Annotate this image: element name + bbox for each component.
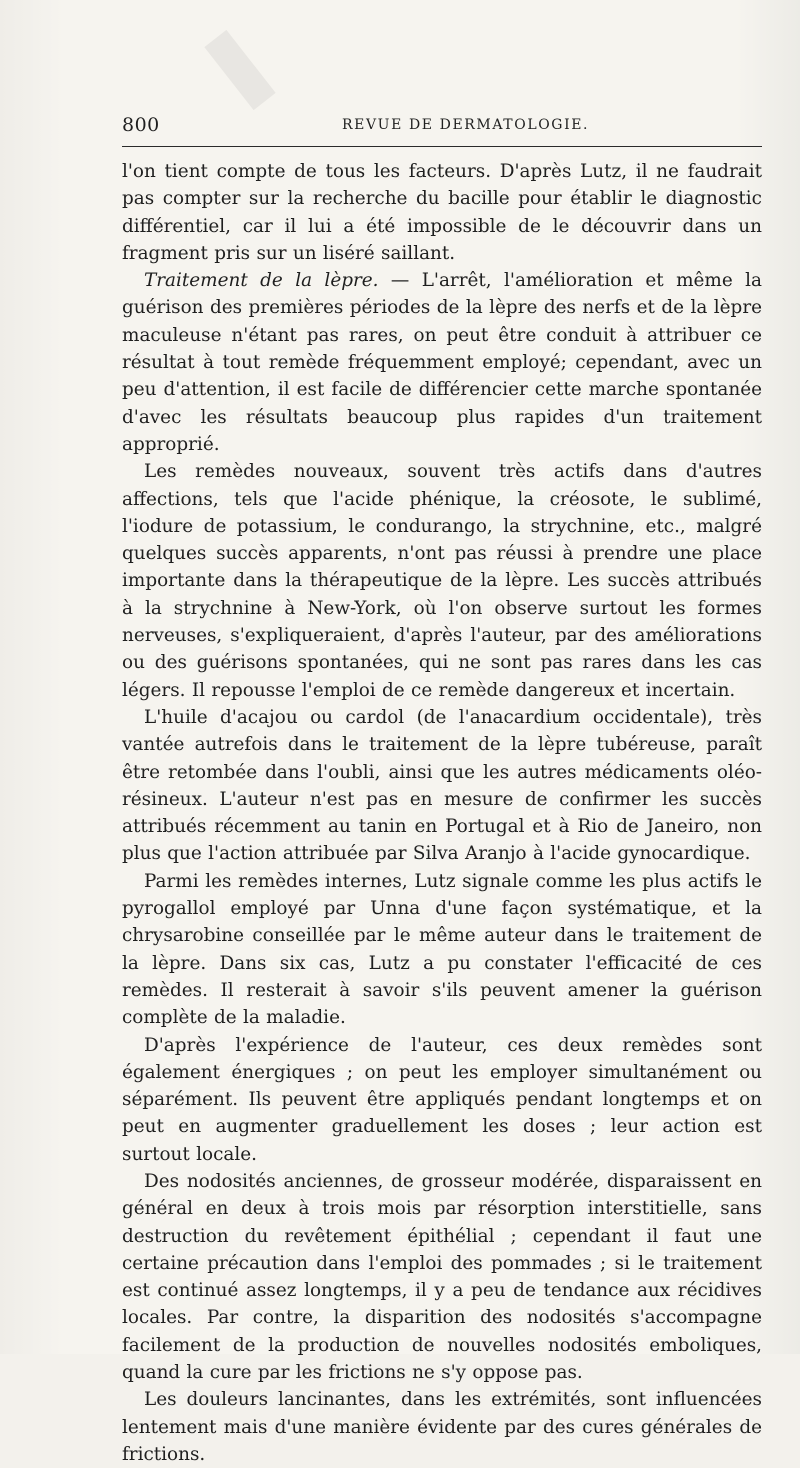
article-body <box>122 158 762 1468</box>
paragraph: Les remèdes nouveaux, souvent très actifs dans d'autres affections, tels que l'acide phénique, la créosote, le sublimé, l'iodure de potassium, le condurango, la strychnine, etc., malgré quelques succès apparents, n'ont pas réussi à prendre une place importante dans la thérapeutique de la lèpre. Les succès attribués à la strychnine à New-York, où l'on observe surtout les formes nerveuses, s'expliqueraient, d'après l'auteur, par des améliorations ou des guérisons spontanées, qui ne sont pas rares dans les cas légers. Il repousse l'emploi de ce remède dangereux et incertain. <box>122 461 762 701</box>
running-title: REVUE DE DERMATOLOGIE. <box>342 117 590 133</box>
page-number: 800 <box>122 114 160 136</box>
section-heading: Traitement de la lèpre. <box>144 270 379 292</box>
paragraph: l'on tient compte de tous les facteurs. D'après Lutz, il ne faudrait pas compter sur la recherche du bacille pour établir le diagnostic différentiel, car il lui a été impossible de le découvrir dans un fragment pris sur un liséré saillant. <box>122 161 762 264</box>
paragraph: L'huile d'acajou ou cardol (de l'anacardium occidentale), très vantée autrefois dans le traitement de la lèpre tubéreuse, paraît être retombée dans l'oubli, ainsi que les autres médicaments oléo-résineux. L'auteur n'est pas en mesure de confirmer les succès attribués récemment au tanin en Portugal et à Rio de Janeiro, non plus que l'action attribuée par Silva Aranjo à l'acide gynocardique. <box>122 706 762 865</box>
paragraph: D'après l'expérience de l'auteur, ces deux remèdes sont également énergiques ; on peut les employer simultanément ou séparément. Ils peuvent être appliqués pendant longtemps et on peut en augmenter graduellement les doses ; leur action est surtout locale. <box>122 1034 762 1165</box>
page-header <box>122 114 762 142</box>
paragraph-text: — L'arrêt, l'amélioration et même la guérison des premières périodes de la lèpre des nerfs et de la lèpre maculeuse n'étant pas rares, on peut être conduit à attribuer ce résultat à tout remède fréquemment employé; cependant, avec un peu d'attention, il est facile de différencier cette marche spontanée d'avec les résultats beaucoup plus rapides d'un traitement approprié. <box>122 270 762 455</box>
paragraph: Des nodosités anciennes, de grosseur modérée, disparaissent en général en deux à trois mois par résorption interstitielle, sans destruction du revêtement épithélial ; cependant il faut une certaine précaution dans l'emploi des pommades ; si le traitement est continué assez longtemps, il y a peu de tendance aux récidives locales. Par contre, la disparition des nodosités s'accompagne facilement de la production de nouvelles nodosités emboliques, quand la cure par les frictions ne s'y oppose pas. <box>122 1170 762 1384</box>
header-rule <box>122 146 762 147</box>
scan-mark <box>204 30 275 110</box>
paragraph: Parmi les remèdes internes, Lutz signale comme les plus actifs le pyrogallol employé par Unna d'une façon systématique, et la chrysarobine conseillée par le même auteur dans le traitement de la lèpre. Dans six cas, Lutz a pu constater l'efficacité de ces remèdes. Il resterait à savoir s'ils peuvent amener la guérison complète de la maladie. <box>122 870 762 1029</box>
paragraph <box>122 267 762 458</box>
paragraph: Les douleurs lancinantes, dans les extrémités, sont influencées lentement mais d'une manière évidente par des cures générales de frictions. <box>122 1389 762 1465</box>
